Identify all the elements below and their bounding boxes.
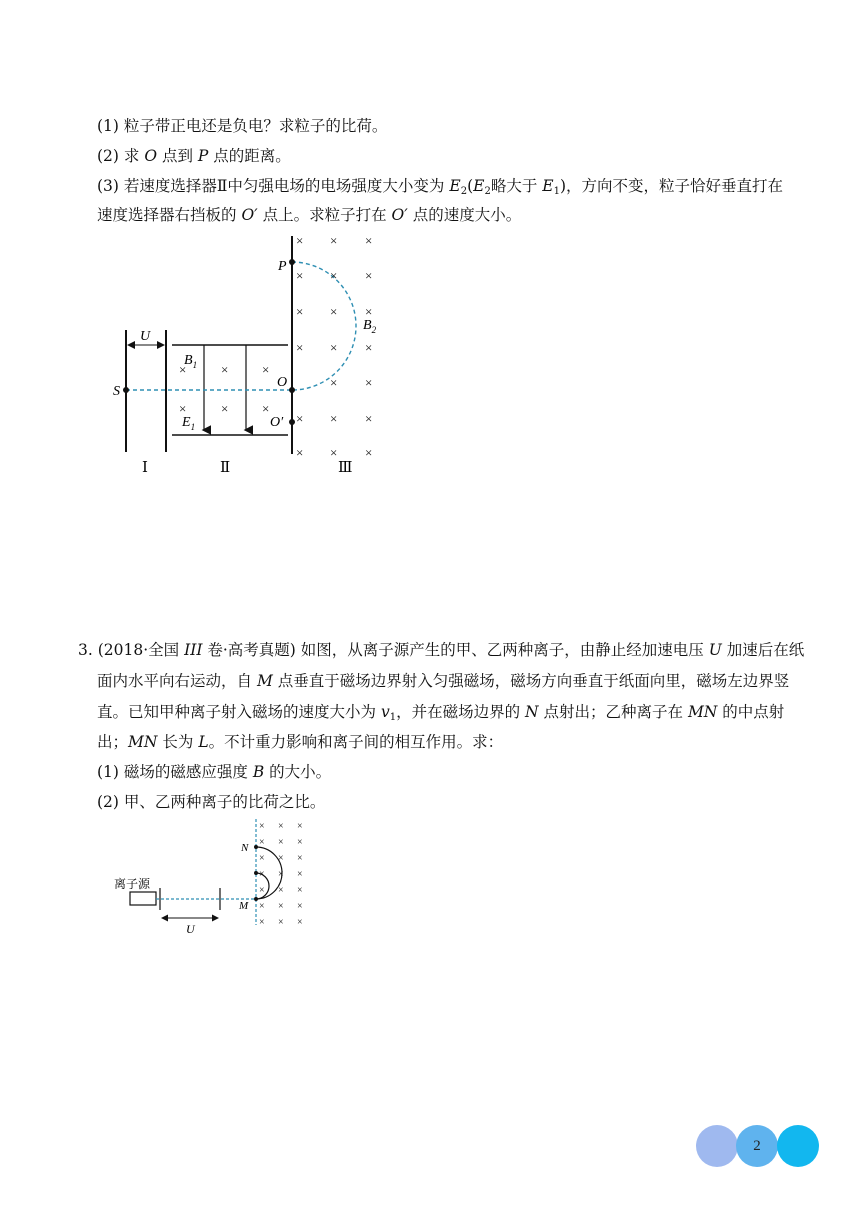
cross: × <box>278 869 284 880</box>
page-number: 2 <box>753 1138 761 1154</box>
q2-part2-text-c: 点的距离。 <box>208 147 291 165</box>
cross: × <box>330 268 338 283</box>
cross: × <box>278 837 284 848</box>
q3-part1-b: 的大小。 <box>264 763 332 781</box>
crosses-region-3 <box>296 233 372 460</box>
cross: × <box>278 853 284 864</box>
cross: × <box>296 411 304 426</box>
pager-circle-3 <box>777 1125 819 1167</box>
point-O-prime <box>289 419 295 425</box>
q3-line4-a: 出； <box>97 733 129 751</box>
q3-line2-a: 面内水平向右运动，自 <box>97 672 257 690</box>
q3-line4 <box>97 732 503 752</box>
point-O <box>289 387 295 393</box>
point-M <box>254 897 258 901</box>
cross: × <box>330 340 338 355</box>
q2-part3-cont <box>97 205 521 225</box>
q2-part3-E2b-sub: 2 <box>484 186 491 197</box>
cross: × <box>296 268 304 283</box>
q3-line3-b: ，并在磁场边界的 <box>396 703 526 721</box>
label-O: O <box>277 375 288 390</box>
cross: × <box>179 401 187 416</box>
cross: × <box>297 821 303 832</box>
label-region-2: Ⅱ <box>220 460 231 476</box>
cross: × <box>365 411 373 426</box>
q3-part1-a: (1) 磁场的磁感应强度 <box>97 763 253 781</box>
cross: × <box>330 375 338 390</box>
cross: × <box>296 340 304 355</box>
cross: × <box>278 917 284 928</box>
q2-part3-cont-Oprime: O′ <box>241 206 258 224</box>
q3-line1-U: U <box>708 641 722 659</box>
q2-part2-text-b: 点到 <box>157 147 198 165</box>
cross: × <box>365 268 373 283</box>
q2-part2-text-a: (2) 求 <box>97 147 145 165</box>
q3-line1-a: 3. (2018·全国 <box>78 641 185 659</box>
q2-part3-cont-text-b: 点上。求粒子打在 <box>257 206 392 224</box>
point-S <box>123 387 129 393</box>
q3-part2-text: (2) 甲、乙两种离子的比荷之比。 <box>97 793 326 811</box>
label-U: U <box>186 922 195 936</box>
cross: × <box>259 885 265 896</box>
q2-part3-cont-text-a: 速度选择器右挡板的 <box>97 206 242 224</box>
cross: × <box>278 901 284 912</box>
q2-part2 <box>97 146 291 166</box>
label-B2: $B_2$ <box>363 318 377 335</box>
q3-line3-v: v <box>380 703 390 721</box>
cross: × <box>297 885 303 896</box>
figure-ion-source <box>110 815 320 940</box>
figure-velocity-selector <box>100 228 400 484</box>
label-P: P <box>278 259 287 274</box>
q3-part1-B: B <box>252 763 265 781</box>
cross: × <box>365 375 373 390</box>
cross: × <box>365 233 373 248</box>
label-B1: $B_1$ <box>184 353 198 370</box>
cross: × <box>221 362 229 377</box>
q2-part2-O: O <box>144 147 158 165</box>
q2-part3-paren: ( <box>467 177 474 195</box>
q2-part3-text-c: 略大于 <box>490 177 543 195</box>
cross: × <box>296 445 304 460</box>
cross: × <box>330 233 338 248</box>
cross: × <box>259 821 265 832</box>
cross: × <box>262 362 270 377</box>
cross: × <box>330 304 338 319</box>
q3-line1-c: 加速后在纸 <box>721 641 805 659</box>
cross: × <box>259 869 265 880</box>
cross: × <box>365 445 373 460</box>
crosses-region-2 <box>179 362 269 416</box>
cross: × <box>259 917 265 928</box>
q3-line1 <box>78 640 804 660</box>
q3-line4-MN: MN <box>128 733 158 751</box>
point-mid <box>254 871 258 875</box>
cross: × <box>365 304 373 319</box>
label-O-prime: O′ <box>270 415 284 430</box>
q3-line4-b: 长为 <box>157 733 199 751</box>
q2-part3 <box>97 176 783 202</box>
cross: × <box>365 340 373 355</box>
q2-part3-E2b: E <box>473 177 485 195</box>
label-region-3: Ⅲ <box>338 460 353 476</box>
q3-line4-L: L <box>198 733 209 751</box>
q3-line3-c: 点射出；乙种离子在 <box>538 703 688 721</box>
label-E1: $E_1$ <box>182 415 196 432</box>
cross: × <box>259 837 265 848</box>
q3-line1-b: 卷·高考真题) 如图，从离子源产生的甲、乙两种离子，由静止经加速电压 <box>202 641 709 659</box>
cross: × <box>262 401 270 416</box>
q2-part3-cont-text-c: 点的速度大小。 <box>407 206 522 224</box>
q3-line3 <box>97 702 784 728</box>
cross: × <box>259 901 265 912</box>
cross: × <box>259 853 265 864</box>
cross: × <box>297 901 303 912</box>
pager-circle-1 <box>696 1125 738 1167</box>
q2-part2-P: P <box>197 147 209 165</box>
q3-line2-b: 点垂直于磁场边界射入匀强磁场，磁场方向垂直于纸面向里，磁场左边界竖 <box>272 672 790 690</box>
cross: × <box>330 411 338 426</box>
q3-part1 <box>97 762 331 782</box>
label-S: S <box>113 384 120 399</box>
cross: × <box>330 445 338 460</box>
cross: × <box>296 233 304 248</box>
cross: × <box>278 885 284 896</box>
q2-part1 <box>97 116 387 136</box>
label-M: M <box>239 900 249 912</box>
q3-line2 <box>97 671 789 691</box>
crosses-field <box>259 821 303 928</box>
q3-line3-d: 的中点射 <box>717 703 785 721</box>
cross: × <box>297 917 303 928</box>
q2-part3-E1-sub: 1 <box>553 186 560 197</box>
label-ion-source: 离子源 <box>114 877 151 891</box>
cross: × <box>297 853 303 864</box>
q3-line2-M: M <box>256 672 273 690</box>
q3-line3-v-sub: 1 <box>389 712 397 723</box>
q3-part2 <box>97 792 325 812</box>
q2-part3-text-a: (3) 若速度选择器Ⅱ中匀强电场的电场强度大小变为 <box>97 177 450 195</box>
cross: × <box>278 821 284 832</box>
q3-line1-III: III <box>184 641 203 659</box>
label-region-1: Ⅰ <box>142 460 148 476</box>
q2-part1-text: (1) 粒子带正电还是负电？求粒子的比荷。 <box>97 117 388 135</box>
ion-source-box <box>130 892 156 905</box>
point-N <box>254 845 258 849</box>
page-indicator <box>696 1124 826 1168</box>
cross: × <box>221 401 229 416</box>
q3-line3-MN: MN <box>687 703 718 721</box>
q2-part3-E2-sub: 2 <box>460 186 468 197</box>
point-P <box>289 259 295 265</box>
cross: × <box>297 837 303 848</box>
cross: × <box>179 362 187 377</box>
cross: × <box>296 304 304 319</box>
q3-line4-c: 。不计重力影响和离子间的相互作用。求： <box>208 733 504 751</box>
q2-part3-cont-Oprime-b: O′ <box>391 206 408 224</box>
cross: × <box>297 869 303 880</box>
q2-part3-text-d: )，方向不变，粒子恰好垂直打在 <box>559 177 784 195</box>
q2-part3-E2: E <box>449 177 461 195</box>
q3-line3-a: 直。已知甲种离子射入磁场的速度大小为 <box>97 703 381 721</box>
q3-line3-N: N <box>525 703 539 721</box>
label-U: U <box>140 329 151 344</box>
label-N: N <box>241 842 249 854</box>
q2-part3-E1: E <box>542 177 554 195</box>
